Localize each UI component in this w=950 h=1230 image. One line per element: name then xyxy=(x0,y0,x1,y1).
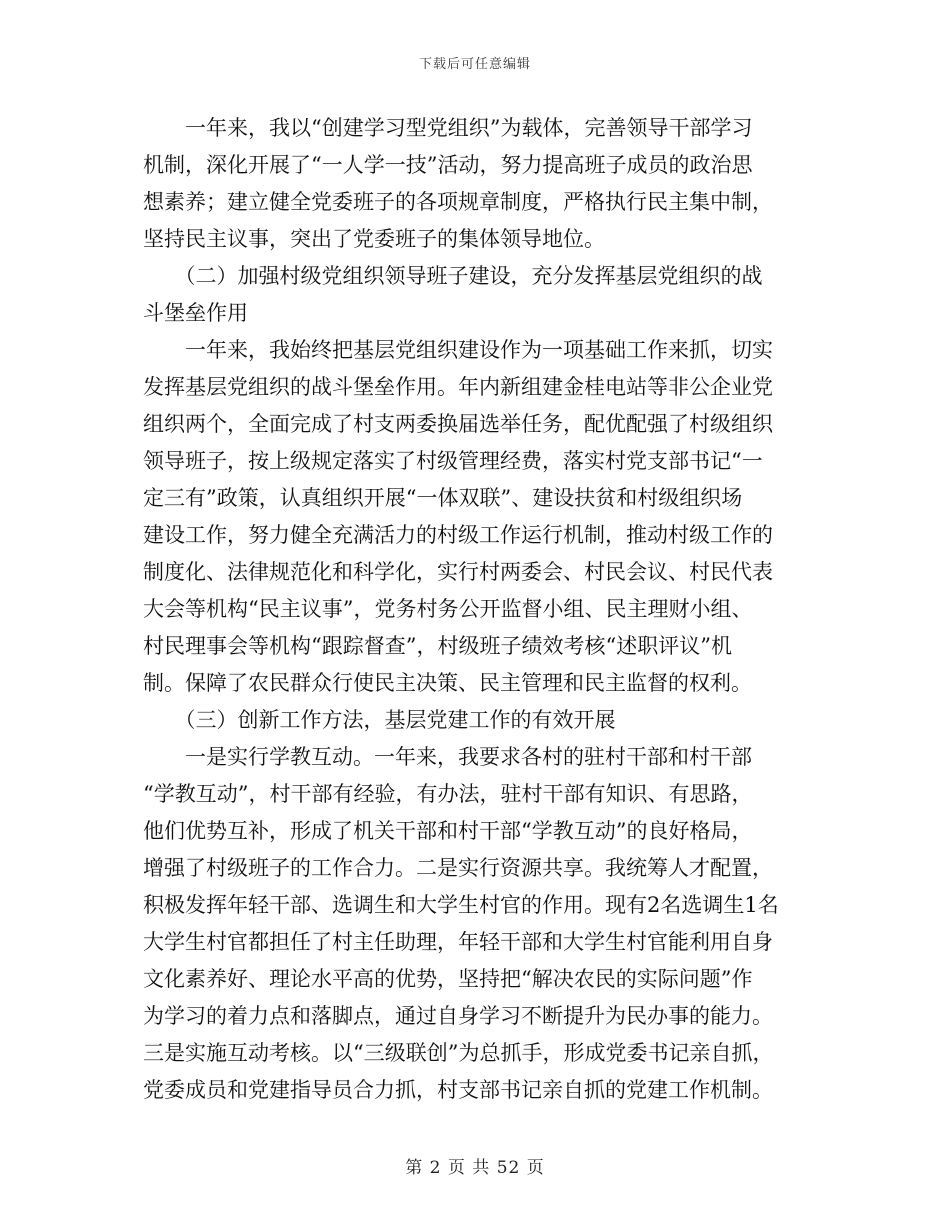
text-line: 机制，深化开展了“一人学一技”活动，努力提高班子成员的政治思 xyxy=(143,153,753,177)
text-line: 一年来，我始终把基层党组织建设作为一项基础工作来抓，切实 xyxy=(143,338,773,362)
text-line: 一年来，我以“创建学习型党组织”为载体，完善领导干部学习 xyxy=(143,116,753,140)
text-line: 村民理事会等机构“跟踪督查”，村级班子绩效考核“述职评议”机 xyxy=(143,634,732,658)
text-line: 想素养；建立健全党委班子的各项规章制度，严格执行民主集中制， xyxy=(143,190,773,214)
text-line: 组织两个，全面完成了村支两委换届选举任务，配优配强了村级组织 xyxy=(143,412,773,436)
text-line: 文化素养好、理论水平高的优势，坚持把“解决农民的实际问题”作 xyxy=(143,967,753,991)
document-body xyxy=(143,110,823,1109)
page-footer: 第 2 页 共 52 页 xyxy=(405,1158,545,1178)
text-line: “学教互动”，村干部有经验，有办法，驻村干部有知识、有思路， xyxy=(143,782,753,806)
text-line: 定三有”政策，认真组织开展“一体双联”、建设扶贫和村级组织场 xyxy=(143,486,743,510)
text-line: 坚持民主议事，突出了党委班子的集体领导地位。 xyxy=(143,227,605,251)
text-line: 三是实施互动考核。以“三级联创”为总抓手，形成党委书记亲自抓， xyxy=(143,1041,774,1065)
text-line: 为学习的着力点和落脚点，通过自身学习不断提升为民办事的能力。 xyxy=(143,1004,773,1028)
section-heading-line: （三）创新工作方法，基层党建工作的有效开展 xyxy=(143,708,616,732)
text-line: 积极发挥年轻干部、选调生和大学生村官的作用。现有2名选调生1名 xyxy=(143,893,779,917)
text-line: 增强了村级班子的工作合力。二是实行资源共享。我统筹人才配置， xyxy=(143,856,773,880)
section-heading-line: （二）加强村级党组织领导班子建设，充分发挥基层党组织的战 xyxy=(143,264,763,288)
page-header: 下载后可任意编辑 xyxy=(418,57,531,72)
text-line: 制。保障了农民群众行使民主决策、民主管理和民主监督的权利。 xyxy=(143,671,752,695)
text-line: 制度化、法律规范化和科学化，实行村两委会、村民会议、村民代表 xyxy=(143,560,773,584)
text-line: 发挥基层党组织的战斗堡垒作用。年内新组建金桂电站等非公企业党 xyxy=(143,375,773,399)
text-line: 党委成员和党建指导员合力抓，村支部书记亲自抓的党建工作机制。 xyxy=(143,1078,773,1102)
text-line: 建设工作，努力健全充满活力的村级工作运行机制，推动村级工作的 xyxy=(143,523,773,547)
section-heading-line: 斗堡垒作用 xyxy=(143,301,248,325)
text-line: 一是实行学教互动。一年来，我要求各村的驻村干部和村干部 xyxy=(143,745,752,769)
text-line: 大会等机构“民主议事”，党务村务公开监督小组、民主理财小组、 xyxy=(143,597,753,621)
text-line: 他们优势互补，形成了机关干部和村干部“学教互动”的良好格局， xyxy=(143,819,753,843)
text-line: 大学生村官都担任了村主任助理，年轻干部和大学生村官能利用自身 xyxy=(143,930,773,954)
text-line: 领导班子，按上级规定落实了村级管理经费，落实村党支部书记“一 xyxy=(143,449,763,473)
